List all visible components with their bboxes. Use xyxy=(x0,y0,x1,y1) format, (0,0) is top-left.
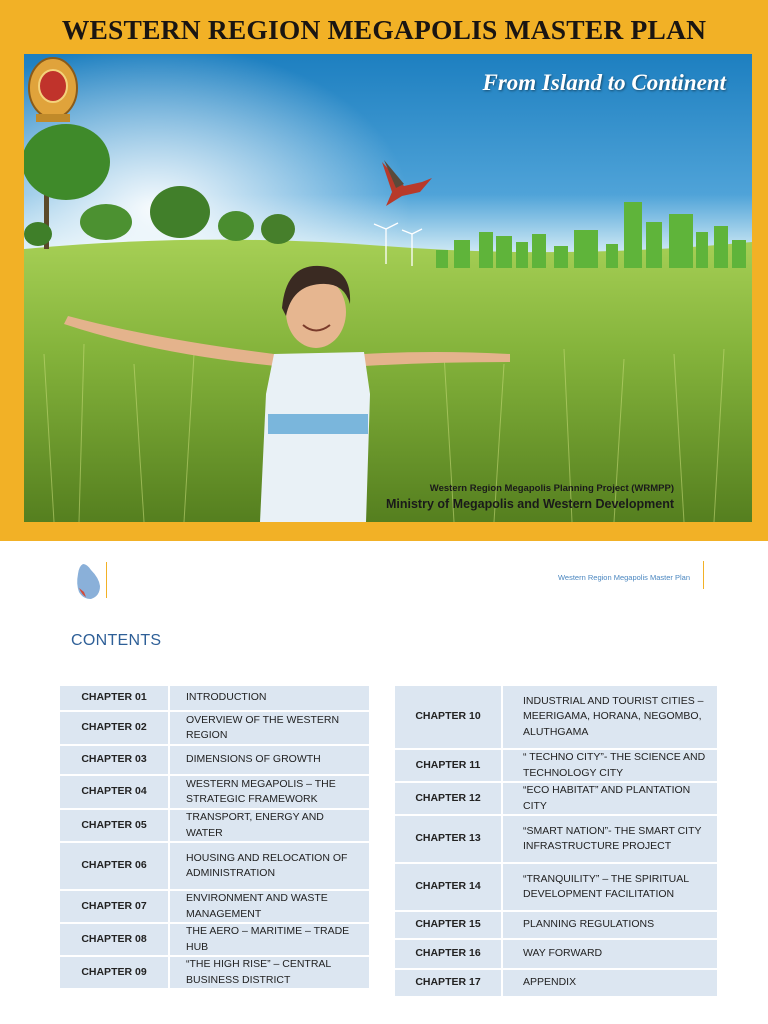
header-rule xyxy=(703,561,704,589)
chapter-title[interactable]: INDUSTRIAL AND TOURIST CITIES – MEERIGAMA, HORANA, NEGOMBO, ALUTHGAMA xyxy=(503,686,717,748)
chapter-title[interactable]: THE AERO – MARITIME – TRADE HUB xyxy=(170,924,369,955)
contents-row[interactable] xyxy=(395,970,717,996)
contents-row[interactable] xyxy=(60,891,369,922)
contents-row[interactable] xyxy=(60,686,369,710)
contents-row[interactable] xyxy=(395,864,717,910)
chapter-title[interactable]: TRANSPORT, ENERGY AND WATER xyxy=(170,810,369,841)
document-header-title: Western Region Megapolis Master Plan xyxy=(557,573,690,582)
header-rule xyxy=(106,562,107,598)
contents-heading: CONTENTS xyxy=(71,632,162,649)
chapter-number: CHAPTER 02 xyxy=(60,712,170,744)
sri-lanka-map-icon xyxy=(74,562,102,600)
cover-title: WESTERN REGION MEGAPOLIS MASTER PLAN xyxy=(61,14,707,45)
contents-table-left xyxy=(60,684,369,990)
chapter-number: CHAPTER 14 xyxy=(395,864,503,910)
chapter-title[interactable]: WAY FORWARD xyxy=(503,940,717,968)
chapter-number: CHAPTER 16 xyxy=(395,940,503,968)
chapter-number: CHAPTER 13 xyxy=(395,816,503,862)
contents-row[interactable] xyxy=(395,750,717,781)
chapter-number: CHAPTER 05 xyxy=(60,810,170,841)
contents-row[interactable] xyxy=(60,924,369,955)
chapter-number: CHAPTER 08 xyxy=(60,924,170,955)
chapter-title[interactable]: INTRODUCTION xyxy=(170,686,369,710)
cover-illustration xyxy=(24,54,752,522)
chapter-title[interactable]: HOUSING AND RELOCATION OF ADMINISTRATION xyxy=(170,843,369,889)
chapter-title[interactable]: APPENDIX xyxy=(503,970,717,996)
contents-row[interactable] xyxy=(60,746,369,774)
contents-row[interactable] xyxy=(60,957,369,988)
contents-row[interactable] xyxy=(395,912,717,938)
chapter-number: CHAPTER 03 xyxy=(60,746,170,774)
cover-tagline: From Island to Continent xyxy=(482,70,726,95)
contents-row[interactable] xyxy=(395,783,717,814)
chapter-title[interactable]: ENVIRONMENT AND WASTE MANAGEMENT xyxy=(170,891,369,922)
chapter-title[interactable]: “ TECHNO CITY”- THE SCIENCE AND TECHNOLOGY CITY xyxy=(503,750,717,781)
project-name: Western Region Megapolis Planning Project (WRMPP) xyxy=(429,483,674,494)
contents-row[interactable] xyxy=(60,712,369,744)
chapter-title[interactable]: WESTERN MEGAPOLIS – THE STRATEGIC FRAMEWORK xyxy=(170,776,369,808)
chapter-number: CHAPTER 06 xyxy=(60,843,170,889)
contents-row[interactable] xyxy=(60,843,369,889)
chapter-number: CHAPTER 15 xyxy=(395,912,503,938)
chapter-number: CHAPTER 12 xyxy=(395,783,503,814)
chapter-number: CHAPTER 17 xyxy=(395,970,503,996)
contents-row[interactable] xyxy=(395,816,717,862)
cover-photo xyxy=(24,54,752,522)
chapter-title[interactable]: OVERVIEW OF THE WESTERN REGION xyxy=(170,712,369,744)
chapter-number: CHAPTER 11 xyxy=(395,750,503,781)
chapter-title[interactable]: “THE HIGH RISE” – CENTRAL BUSINESS DISTRICT xyxy=(170,957,369,988)
contents-row[interactable] xyxy=(395,686,717,748)
chapter-number: CHAPTER 01 xyxy=(60,686,170,710)
contents-row[interactable] xyxy=(60,810,369,841)
chapter-title[interactable]: DIMENSIONS OF GROWTH xyxy=(170,746,369,774)
chapter-title[interactable]: “TRANQUILITY” – THE SPIRITUAL DEVELOPMENT FACILITATION xyxy=(503,864,717,910)
contents-row[interactable] xyxy=(60,776,369,808)
chapter-title[interactable]: “SMART NATION”- THE SMART CITY INFRASTRUCTURE PROJECT xyxy=(503,816,717,862)
chapter-title[interactable]: PLANNING REGULATIONS xyxy=(503,912,717,938)
chapter-title[interactable]: “ECO HABITAT” AND PLANTATION CITY xyxy=(503,783,717,814)
chapter-number: CHAPTER 09 xyxy=(60,957,170,988)
chapter-number: CHAPTER 04 xyxy=(60,776,170,808)
contents-table-right xyxy=(395,684,717,998)
chapter-number: CHAPTER 07 xyxy=(60,891,170,922)
chapter-number: CHAPTER 10 xyxy=(395,686,503,748)
ministry-name: Ministry of Megapolis and Western Development xyxy=(385,497,674,511)
contents-row[interactable] xyxy=(395,940,717,968)
national-emblem-icon xyxy=(24,54,82,126)
